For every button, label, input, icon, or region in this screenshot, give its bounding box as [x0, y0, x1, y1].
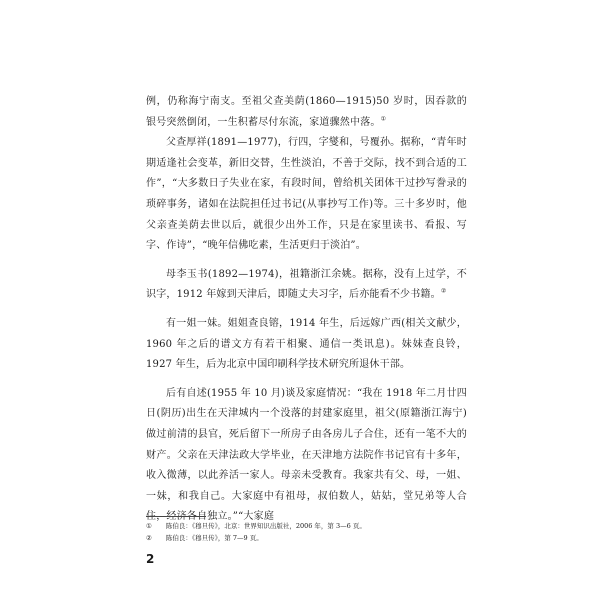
paragraph [146, 314, 467, 376]
footnote-divider [146, 516, 206, 517]
footnote-mark: ① [146, 522, 152, 530]
footnote [146, 532, 467, 544]
paragraph-text: 例，仍称海宁南支。至祖父查美荫(1860—1915)50 岁时，因吞款的银号突然倒闭，一生积蓄尽付东流，家道骤然中落。 [146, 96, 467, 128]
footnote-text: 陈伯良：《穆旦传》，第 7—9 页。 [165, 534, 263, 542]
paragraph-text: 后有自述(1955 年 10 月)谈及家庭情况：“我在 1918 年二月廿四日(阴历)出生在天津城内一个没落的封建家庭里，祖父(原籍浙江海宁)做过前清的县官，死后留下一所房子由各房儿子合住，还有一笔不大的财产。父亲在天津法政大学毕业，在天津地方法院作书记官有十多年，收入微薄，以此养活一家人。母亲未受教育。我家共有父、母，一姐、一妹，和我自己。大家庭中有祖母，叔伯数人，姑姑，堂兄弟等人合住，经济各自独立。”“大家庭 [146, 387, 467, 523]
footnotes [146, 520, 467, 544]
paragraph [146, 92, 467, 133]
page-number: 2 [146, 552, 155, 566]
footnote [146, 520, 467, 532]
paragraph [146, 384, 467, 528]
paragraph-text: 父查厚祥(1891—1977)，行四，字燮和，号覆孙。据称，“青年时期适逢社会变革，新旧交替，生性淡泊，不善于交际，找不到合适的工作”，“大多数日子失业在家，有段时间，曾给机关团体干过抄写誊录的琐碎事务，诸如在法院担任过书记(从事抄写工作)等。三十多岁时，他父亲查美荫去世以后，就很少出外工作，只是在家里读书、看报、写字、作诗”，“晚年信佛吃素，生活更归于淡泊”。 [146, 137, 467, 252]
footnote-ref: ① [380, 115, 387, 123]
footnote-ref: ② [440, 288, 447, 296]
footnote-text: 陈伯良：《穆旦传》，北京：世界知识出版社，2006 年，第 3—6 页。 [165, 522, 366, 530]
paragraph-text: 有一姐一妹。姐姐查良镕，1914 年生，后远嫁广西(相关文献少，1960 年之后的谱文方有若干相聚、通信一类讯息)。妹妹查良铃，1927 年生，后为北京中国印刷科学技术研究所退休干部。 [146, 317, 467, 371]
paragraph [146, 133, 467, 257]
footnote-mark: ② [146, 534, 152, 542]
paragraph-text: 母李玉书(1892—1974)，祖籍浙江余姚。据称，没有上过学，不识字，1912 年嫁到天津后，即随丈夫习字，后亦能看不少书籍。 [146, 268, 467, 301]
paragraph [146, 265, 467, 306]
body-text [146, 92, 467, 528]
